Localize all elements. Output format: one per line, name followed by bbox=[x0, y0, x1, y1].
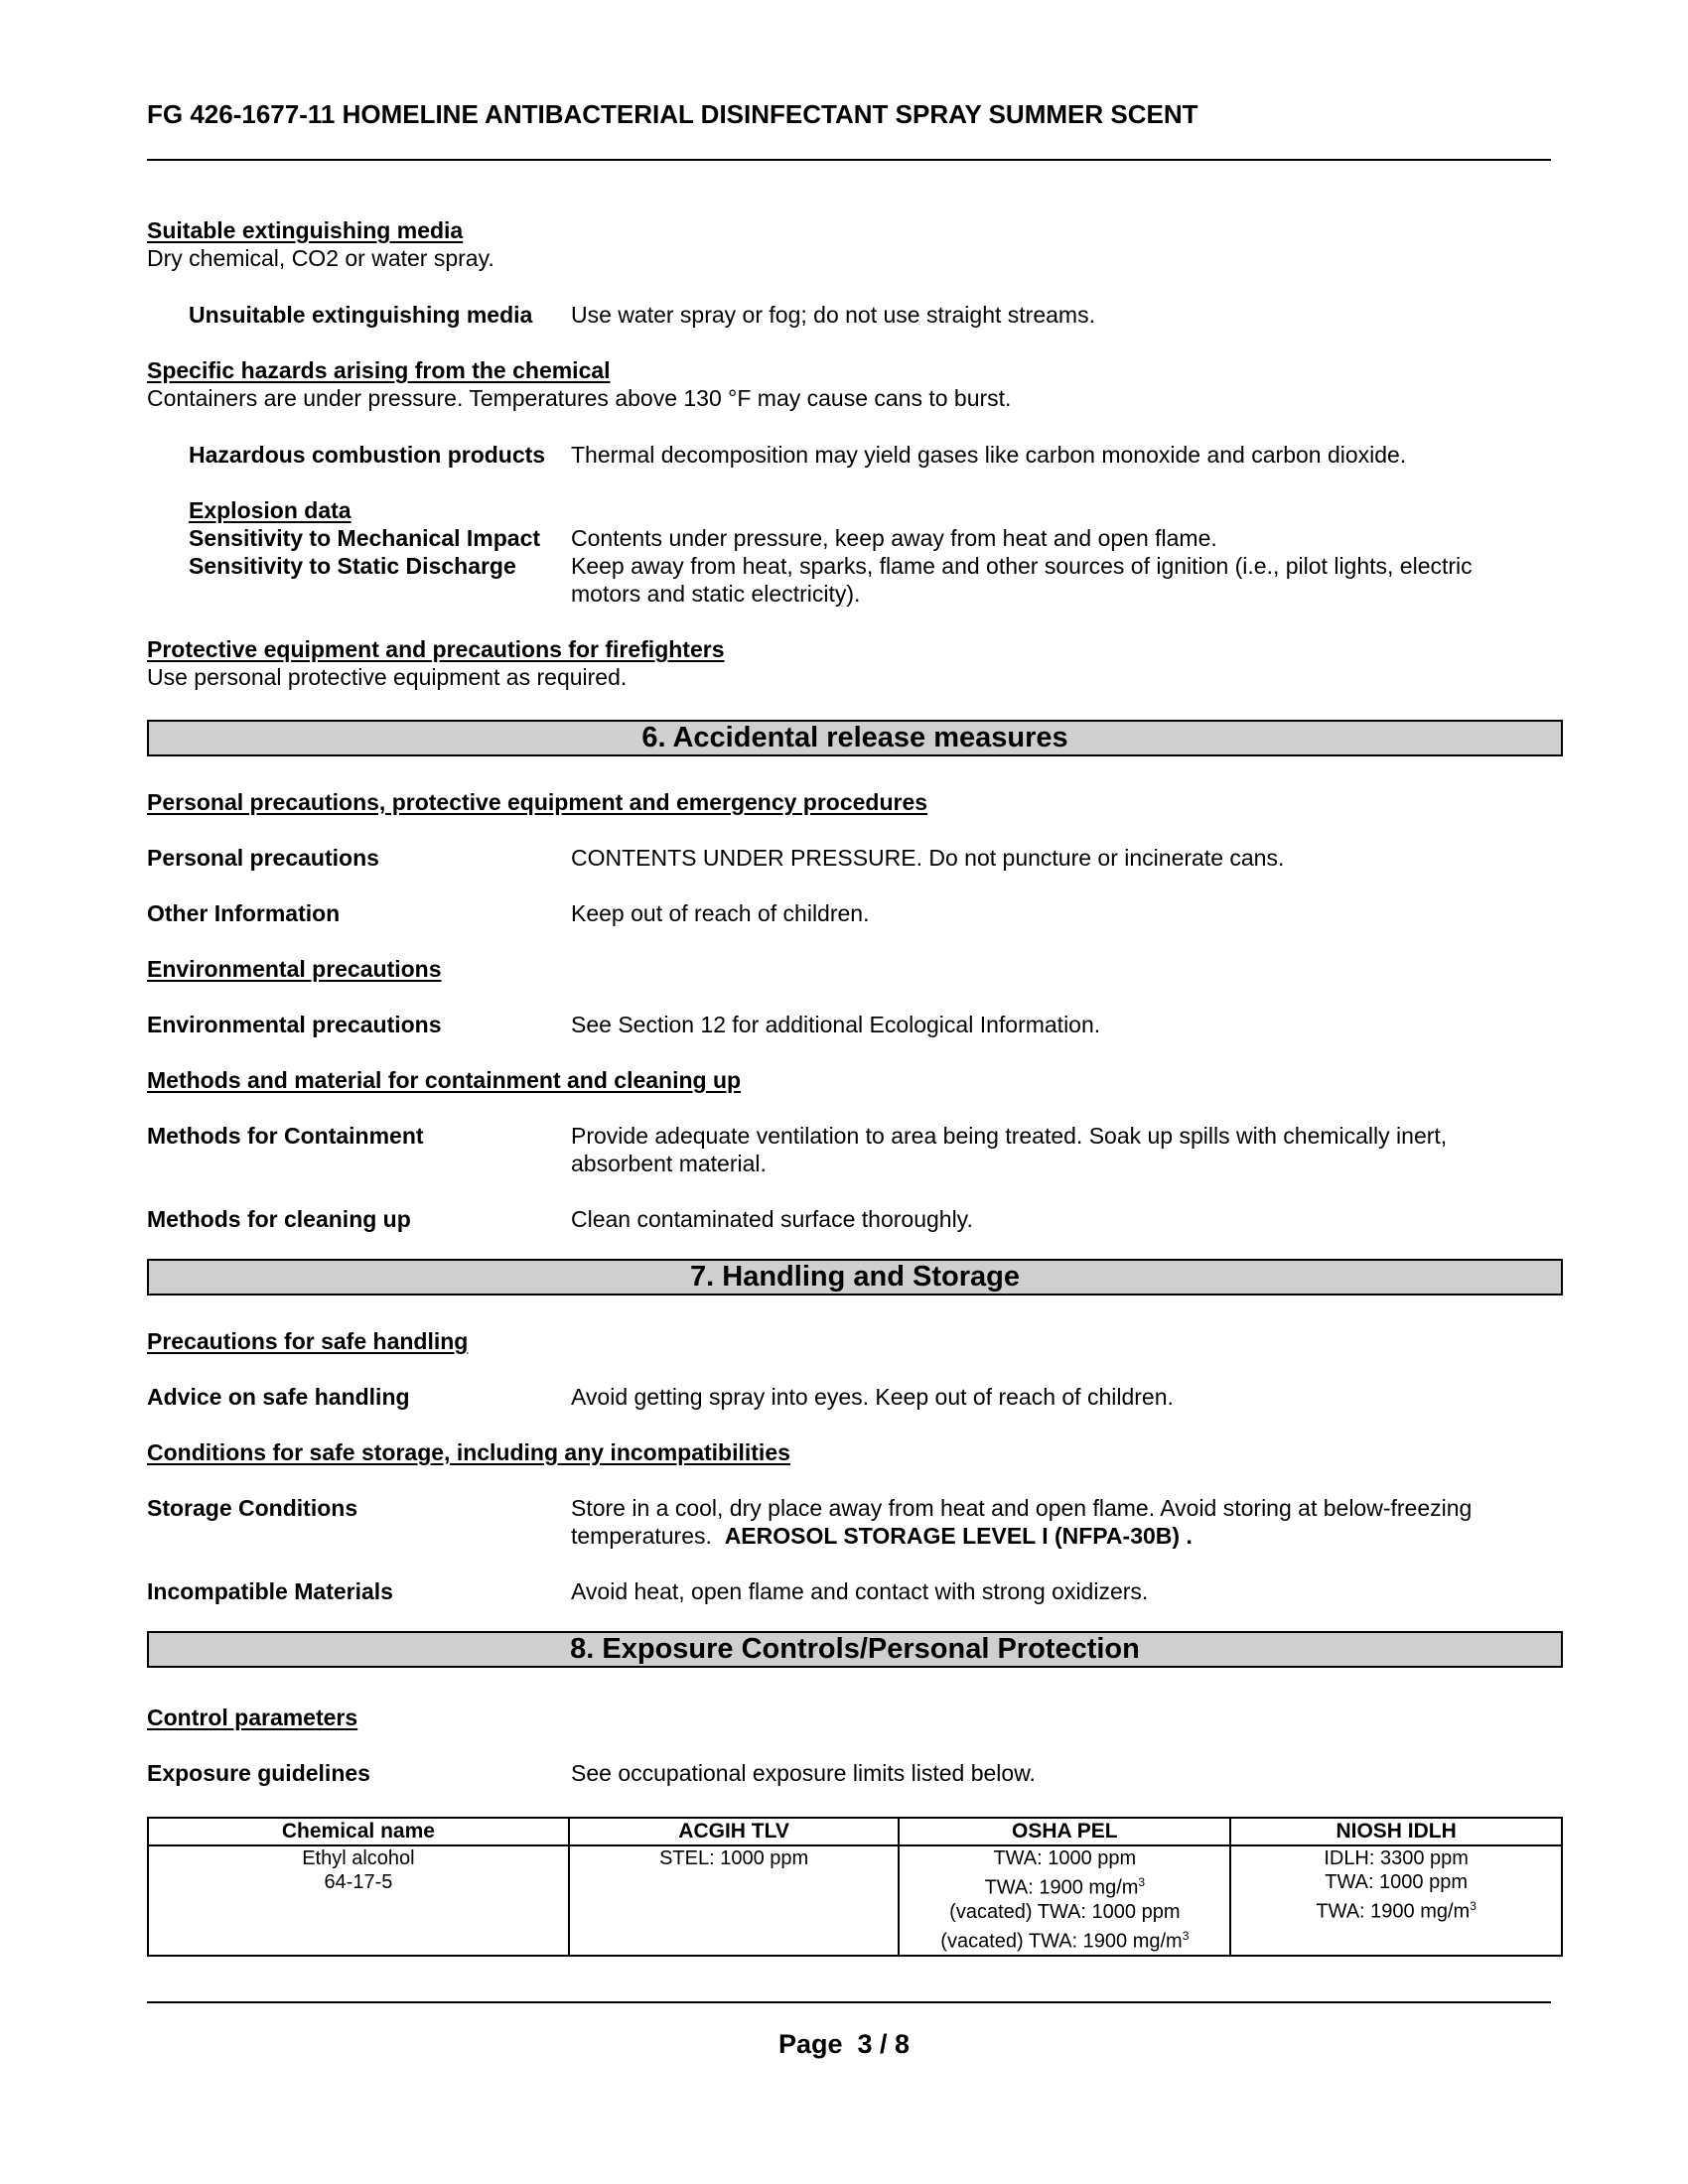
osha-twa-ppm: TWA: 1000 ppm bbox=[993, 1847, 1137, 1869]
cleaning-up-value: Clean contaminated surface thoroughly. bbox=[571, 1206, 973, 1232]
section-6-header: 6. Accidental release measures bbox=[147, 720, 1563, 756]
incompatible-materials-value: Avoid heat, open flame and contact with strong oxidizers. bbox=[571, 1578, 1149, 1604]
storage-temperatures-text: temperatures. bbox=[571, 1523, 712, 1549]
niosh-idlh: IDLH: 3300 ppm bbox=[1324, 1847, 1469, 1869]
cas-number: 64-17-5 bbox=[324, 1871, 393, 1893]
environmental-precautions-heading: Environmental precautions bbox=[147, 956, 442, 982]
cell-chemical-name bbox=[148, 1845, 569, 1956]
osha-twa-mg-text: TWA: 1900 mg/m bbox=[984, 1876, 1139, 1899]
specific-hazards-heading: Specific hazards arising from the chemical bbox=[147, 357, 611, 383]
osha-vacated-twa-mg-text: (vacated) TWA: 1900 mg/m bbox=[940, 1930, 1183, 1953]
combustion-products-label: Hazardous combustion products bbox=[189, 442, 546, 468]
personal-precautions-heading: Personal precautions, protective equipment and emergency procedures bbox=[147, 789, 928, 815]
safe-handling-heading: Precautions for safe handling bbox=[147, 1328, 469, 1354]
table-header-row bbox=[148, 1818, 1562, 1845]
column-header-osha-pel: OSHA PEL bbox=[899, 1818, 1230, 1845]
unsuitable-media-value: Use water spray or fog; do not use straight streams. bbox=[571, 302, 1095, 328]
niosh-twa-mg-text: TWA: 1900 mg/m bbox=[1316, 1900, 1471, 1923]
osha-vacated-twa-mg bbox=[900, 1924, 1229, 1954]
other-information-label: Other Information bbox=[147, 900, 341, 926]
aerosol-storage-level: AEROSOL STORAGE LEVEL I (NFPA-30B) . bbox=[724, 1523, 1193, 1549]
cleaning-up-label: Methods for cleaning up bbox=[147, 1206, 411, 1232]
storage-conditions-label: Storage Conditions bbox=[147, 1495, 358, 1521]
control-parameters-heading: Control parameters bbox=[147, 1705, 358, 1730]
mechanical-impact-value: Contents under pressure, keep away from heat and open flame. bbox=[571, 525, 1217, 551]
cell-acgih-tlv bbox=[569, 1845, 900, 1956]
suitable-media-heading: Suitable extinguishing media bbox=[147, 217, 464, 243]
page-label: Page bbox=[777, 2029, 843, 2059]
incompatible-materials-label: Incompatible Materials bbox=[147, 1578, 393, 1604]
specific-hazards-text: Containers are under pressure. Temperatures above 130 °F may cause cans to burst. bbox=[147, 385, 1012, 411]
mechanical-impact-label: Sensitivity to Mechanical Impact bbox=[189, 525, 541, 551]
safe-storage-heading: Conditions for safe storage, including any incompatibilities bbox=[147, 1439, 790, 1465]
osha-vacated-twa-ppm: (vacated) TWA: 1000 ppm bbox=[949, 1900, 1181, 1923]
footer-divider bbox=[147, 2001, 1551, 2003]
header-divider bbox=[147, 159, 1551, 161]
exposure-guidelines-value: See occupational exposure limits listed below. bbox=[571, 1760, 1036, 1786]
column-header-acgih-tlv: ACGIH TLV bbox=[569, 1818, 900, 1845]
safe-handling-label: Advice on safe handling bbox=[147, 1384, 410, 1410]
niosh-twa-mg bbox=[1231, 1894, 1561, 1924]
osha-twa-mg bbox=[900, 1870, 1229, 1900]
page-count: 3 / 8 bbox=[857, 2029, 911, 2059]
superscript-3: 3 bbox=[1138, 1875, 1146, 1889]
storage-conditions-value-line2 bbox=[571, 1522, 1193, 1550]
column-header-chemical-name: Chemical name bbox=[148, 1818, 569, 1845]
static-discharge-value-line2: motors and static electricity). bbox=[571, 581, 861, 607]
containment-label: Methods for Containment bbox=[147, 1123, 424, 1149]
static-discharge-value-line1: Keep away from heat, sparks, flame and other sources of ignition (i.e., pilot lights, electric bbox=[571, 553, 1473, 579]
storage-conditions-value-line1: Store in a cool, dry place away from heat and open flame. Avoid storing at below-freezing bbox=[571, 1495, 1473, 1521]
explosion-data-heading: Explosion data bbox=[189, 497, 352, 523]
containment-heading: Methods and material for containment and cleaning up bbox=[147, 1067, 742, 1093]
exposure-limits-table bbox=[147, 1817, 1563, 1957]
unsuitable-media-label: Unsuitable extinguishing media bbox=[189, 302, 533, 328]
superscript-3: 3 bbox=[1182, 1928, 1190, 1943]
firefighter-equipment-text: Use personal protective equipment as required. bbox=[147, 664, 628, 690]
chemical-name: Ethyl alcohol bbox=[302, 1847, 415, 1869]
environmental-precautions-value: See Section 12 for additional Ecological Information. bbox=[571, 1012, 1101, 1037]
personal-precautions-label: Personal precautions bbox=[147, 845, 379, 871]
page-number bbox=[0, 2029, 1688, 2060]
superscript-3: 3 bbox=[1470, 1899, 1477, 1913]
section-7-header: 7. Handling and Storage bbox=[147, 1259, 1563, 1296]
containment-value-line2: absorbent material. bbox=[571, 1151, 767, 1176]
acgih-stel: STEL: 1000 ppm bbox=[659, 1847, 809, 1869]
static-discharge-label: Sensitivity to Static Discharge bbox=[189, 553, 516, 579]
section-8-header: 8. Exposure Controls/Personal Protection bbox=[147, 1631, 1563, 1668]
personal-precautions-value: CONTENTS UNDER PRESSURE. Do not puncture or incinerate cans. bbox=[571, 845, 1285, 871]
document-title: FG 426-1677-11 HOMELINE ANTIBACTERIAL DISINFECTANT SPRAY SUMMER SCENT bbox=[147, 99, 1198, 129]
cell-osha-pel bbox=[899, 1845, 1230, 1956]
safe-handling-value: Avoid getting spray into eyes. Keep out of reach of children. bbox=[571, 1384, 1174, 1410]
table-row bbox=[148, 1845, 1562, 1956]
other-information-value: Keep out of reach of children. bbox=[571, 900, 870, 926]
containment-value-line1: Provide adequate ventilation to area being treated. Soak up spills with chemically inert, bbox=[571, 1123, 1448, 1149]
niosh-twa-ppm: TWA: 1000 ppm bbox=[1325, 1871, 1469, 1893]
column-header-niosh-idlh: NIOSH IDLH bbox=[1230, 1818, 1562, 1845]
combustion-products-value: Thermal decomposition may yield gases like carbon monoxide and carbon dioxide. bbox=[571, 442, 1407, 468]
exposure-guidelines-label: Exposure guidelines bbox=[147, 1760, 370, 1786]
firefighter-equipment-heading: Protective equipment and precautions for firefighters bbox=[147, 636, 725, 662]
suitable-media-text: Dry chemical, CO2 or water spray. bbox=[147, 245, 494, 271]
cell-niosh-idlh bbox=[1230, 1845, 1562, 1956]
environmental-precautions-label: Environmental precautions bbox=[147, 1012, 442, 1037]
